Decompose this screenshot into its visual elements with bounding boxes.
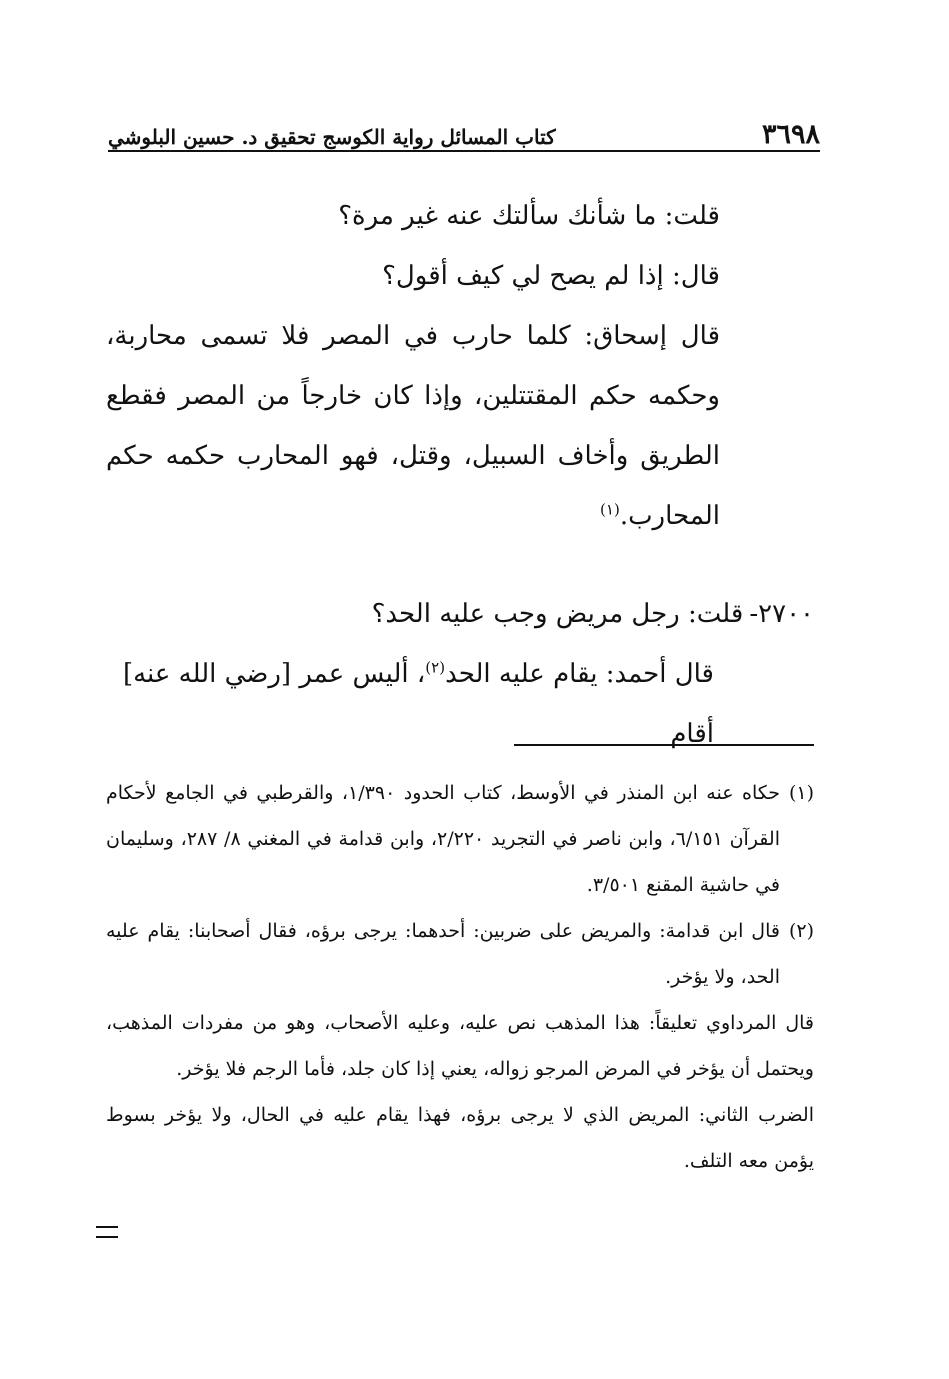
answer-text-start: قال أحمد: يقام عليه الحد <box>445 659 714 689</box>
text-line: قال: إذا لم يصح لي كيف أقول؟ <box>382 261 720 291</box>
main-text <box>106 186 720 546</box>
footnote-ref-1: (١) <box>600 500 620 519</box>
footnote-2 <box>106 908 814 1000</box>
footnote-ref-2: (٢) <box>425 658 446 677</box>
footnote-separator <box>514 744 814 746</box>
footnote-text: قال ابن قدامة: والمريض على ضربين: أحدهما: يرجى برؤه، فقال أصحابنا: يقام عليه الحد، ولا يؤخر. <box>106 920 780 988</box>
footnote-marker: (١) <box>788 782 814 804</box>
page-header <box>108 112 820 152</box>
entry-number: ٢٧٠٠- <box>749 599 814 629</box>
entry-question-text: قلت: رجل مريض وجب عليه الحد؟ <box>371 599 744 629</box>
footnote-text: الضرب الثاني: المريض الذي لا يرجى برؤه، فهذا يقام عليه في الحال، ولا يؤخر بسوط يؤمن معه التلف. <box>106 1104 814 1172</box>
answer-text-end: ، أليس عمر [رضي الله عنه] أقام <box>122 659 714 749</box>
running-title: كتاب المسائل رواية الكوسج تحقيق د. حسين البلوشي <box>108 125 556 149</box>
header-rule <box>108 150 820 152</box>
footnotes <box>106 770 814 1184</box>
entry-answer <box>106 644 814 764</box>
entry-2700 <box>106 584 814 764</box>
paragraph-text: قال إسحاق: كلما حارب في المصر فلا تسمى محاربة، وحكمه حكم المقتتلين، وإذا كان خارجاً من المصر فقطع الطريق وأخاف السبيل، وقتل، فهو المحارب حكمه حكم المحارب. <box>106 321 720 531</box>
entry-question <box>106 584 814 644</box>
text-paragraph <box>106 306 720 546</box>
page-number: ٣٦٩٨ <box>761 119 820 150</box>
footnote-text: قال المرداوي تعليقاً: هذا المذهب نص عليه، وعليه الأصحاب، وهو من مفردات المذهب، ويحتمل أن يؤخر في المرض المرجو زواله، يعني إذا كان جلد، فأما الرجم فلا يؤخر. <box>106 1012 814 1080</box>
footnote-text: حكاه عنه ابن المنذر في الأوسط، كتاب الحدود ١/٣٩٠، والقرطبي في الجامع لأحكام القرآن ٦/١٥١، وابن ناصر في التجريد ٢/٢٢٠، وابن قدامة في المغني ٨/ ٢٨٧، وسليمان في حاشية المقنع ٣/٥٠١. <box>106 782 781 896</box>
continuation-mark <box>96 1226 118 1238</box>
footnote-1 <box>106 770 814 908</box>
text-line: قلت: ما شأنك سألتك عنه غير مرة؟ <box>338 201 720 231</box>
footnote-marker: (٢) <box>788 920 814 942</box>
